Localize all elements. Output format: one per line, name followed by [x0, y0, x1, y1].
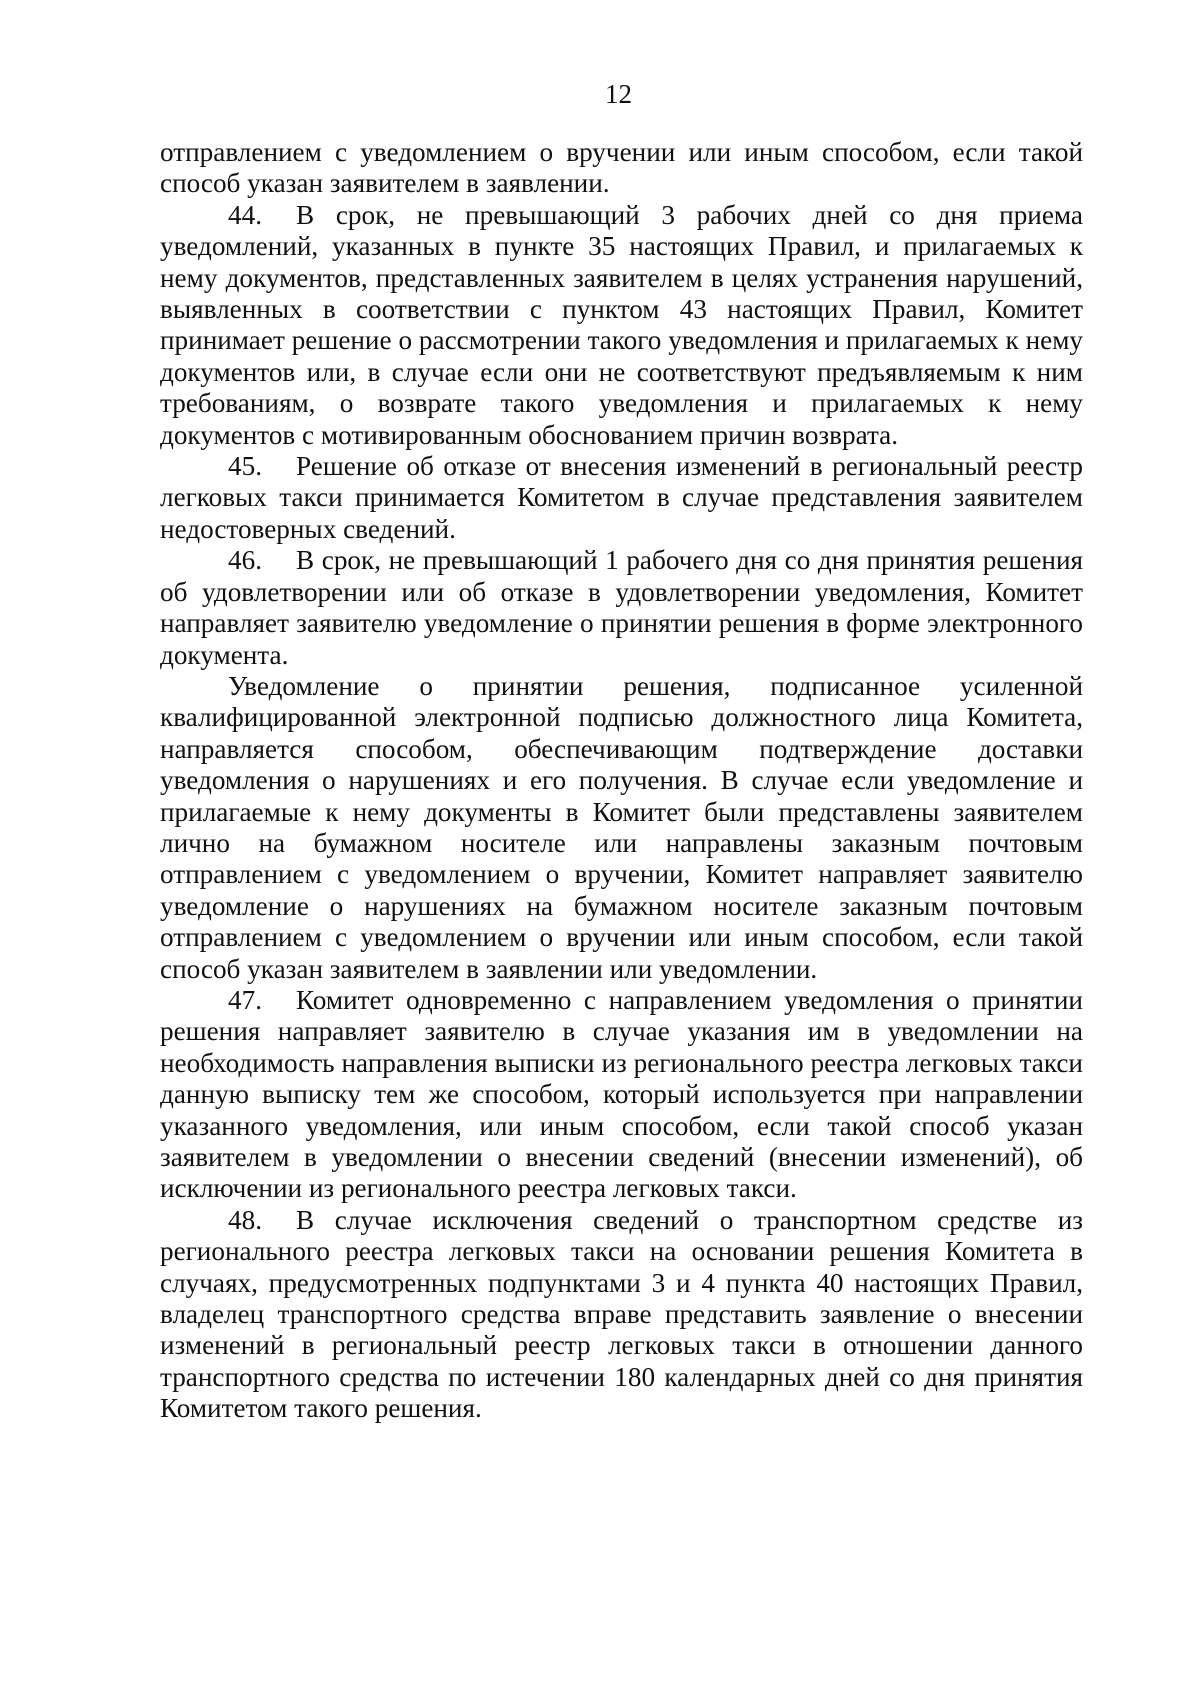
paragraph-number: 44. [228, 199, 262, 230]
paragraph-number: 48. [228, 1204, 262, 1235]
paragraph-46 [160, 545, 1083, 671]
paragraph-text: Комитет одновременно с направлением уведомления о принятии решения направляет заявителю в случае указания им в уведомлении на необходимость направления выписки из регионального реестра легковых такси данную выписку тем же способом, который используется при направлении указанного уведомления, или иным способом, если такой способ указан заявителем в уведомлении о внесении сведений (внесении изменений), об исключении из регионального реестра легковых такси. [160, 984, 1083, 1204]
paragraph-45 [160, 451, 1083, 545]
paragraph-44 [160, 200, 1083, 451]
paragraph-text: В случае исключения сведений о транспортном средстве из регионального реестра легковых такси на основании решения Комитета в случаях, предусмотренных подпунктами 3 и 4 пункта 40 настоящих Правил, владелец транспортного средства вправе представить заявление о внесении изменений в региональный реестр легковых такси в отношении данного транспортного средства по истечении 180 календарных дней со дня принятия Комитетом такого решения. [160, 1204, 1083, 1424]
paragraph-number: 47. [228, 984, 262, 1015]
paragraph-number: 46. [228, 545, 262, 576]
paragraph-number: 45. [228, 451, 262, 482]
paragraph-text: В срок, не превышающий 3 рабочих дней со дня приема уведомлений, указанных в пункте 35 настоящих Правил, и прилагаемых к нему документов, представленных заявителем в целях устранения нарушений, выявленных в соответствии с пунктом 43 настоящих Правил, Комитет принимает решение о рассмотрении такого уведомления и прилагаемых к нему документов или, в случае если они не соответствуют предъявляемым к ним требованиям, о возврате такого уведомления и прилагаемых к нему документов с мотивированным обоснованием причин возврата. [160, 199, 1083, 450]
paragraph-text: Решение об отказе от внесения изменений в региональный реестр легковых такси принимается Комитетом в случае представления заявителем недостоверных сведений. [160, 451, 1083, 544]
paragraph-46-notification [160, 671, 1083, 985]
page-number: 12 [605, 79, 632, 109]
paragraph-text: Уведомление о принятии решения, подписанное усиленной квалифицированной электронной подписью должностного лица Комитета, направляется способом, обеспечивающим подтверждение доставки уведомления о нарушениях и его получения. В случае если уведомление и прилагаемые к нему документы в Комитет были представлены заявителем лично на бумажном носителе или направлены заказным почтовым отправлением с уведомлением о вручении, Комитет направляет заявителю уведомление о нарушениях на бумажном носителе заказным почтовым отправлением с уведомлением о вручении или иным способом, если такой способ указан заявителем в заявлении или уведомлении. [160, 670, 1083, 984]
paragraph-text: отправлением с уведомлением о вручении или иным способом, если такой способ указан заявителем в заявлении. [160, 137, 1083, 199]
paragraph-text: В срок, не превышающий 1 рабочего дня со дня принятия решения об удовлетворении или об отказе в удовлетворении уведомления, Комитет направляет заявителю уведомление о принятии решения в форме электронного документа. [160, 545, 1083, 670]
paragraph-47 [160, 985, 1083, 1205]
paragraph-continuation [160, 137, 1083, 200]
document-body [160, 137, 1083, 1425]
paragraph-48 [160, 1205, 1083, 1425]
